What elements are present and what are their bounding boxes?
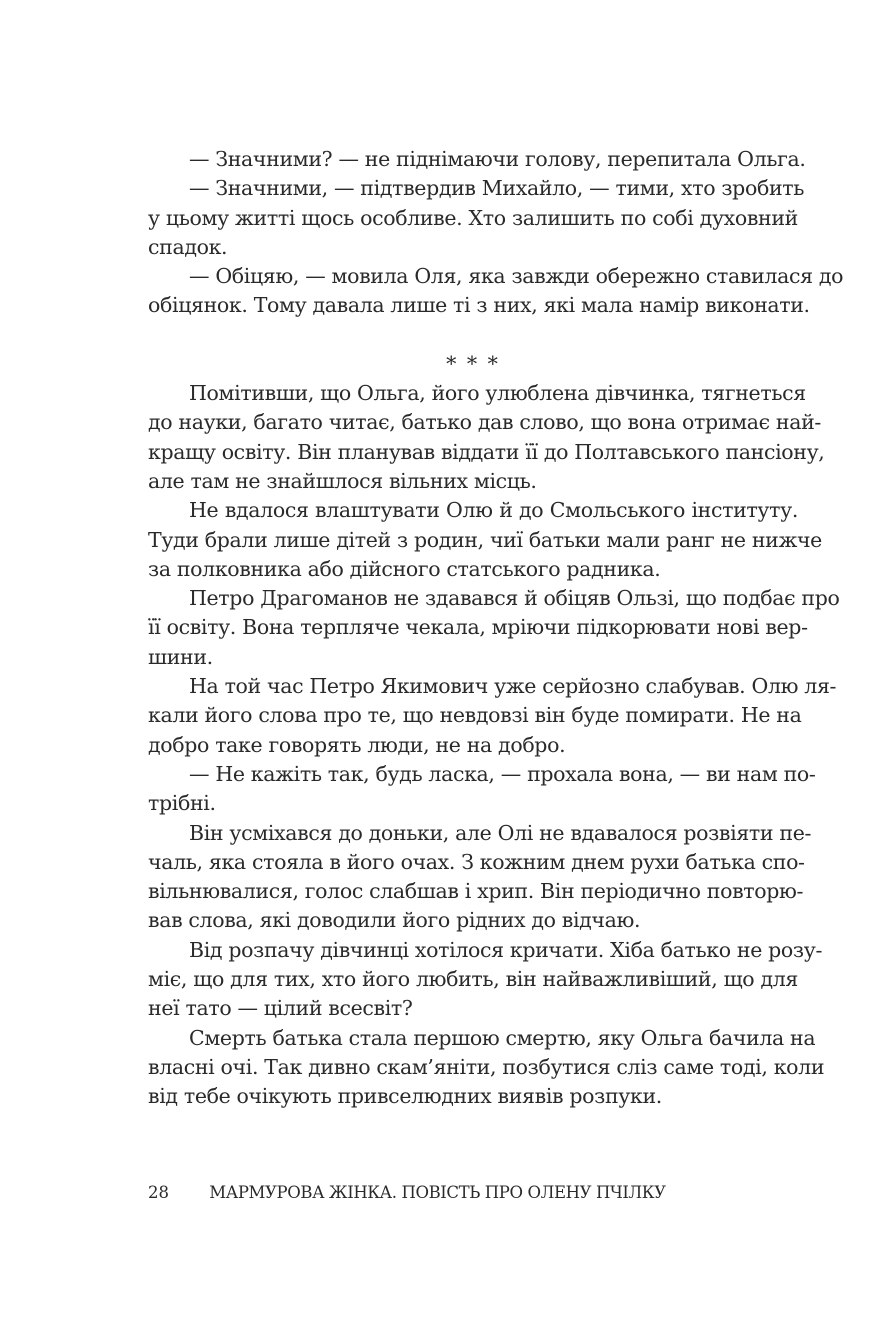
text-line: Смерть батька стала першою смертю, яку Ольга бачила на [189,1025,816,1050]
text-line: добро таке говорять люди, не на добро. [148,732,566,757]
paragraph [148,584,840,672]
text-line: але там не знайшлося вільних місць. [148,468,537,493]
text-line: обіцянок. Тому давала лише ті з них, які мала намір виконати. [148,293,810,318]
paragraph [148,379,825,496]
text-line: Він усміхався до доньки, але Олі не вдавалося розвіяти пе- [189,820,812,845]
paragraphs-before-separator [148,145,844,321]
text-line: вільнювалися, голос слабшав і хрип. Він періодично повторю- [148,879,804,904]
paragraph [148,672,837,760]
running-title: МАРМУРОВА ЖІНКА. ПОВІСТЬ ПРО ОЛЕНУ ПЧІЛКУ [209,1183,666,1202]
text-line: Петро Драгоманов не здавався й обіцяв Ользі, що подбає про [189,586,840,611]
paragraph [148,145,806,174]
text-line: На той час Петро Якимович уже серйозно слабував. Олю ля- [189,674,837,699]
text-line: — Значними, — підтвердив Михайло, — тими, хто зробить [189,176,805,201]
page-number: 28 [148,1183,169,1202]
text-line: кращу освіту. Він планував віддати її до Полтавського пансіону, [148,439,825,464]
page-body [148,145,844,1112]
paragraph [148,1024,825,1112]
paragraph [148,262,844,321]
text-line: кали його слова про те, що невдовзі він буде помирати. Не на [148,703,802,728]
text-line: шини. [148,644,213,669]
section-separator: * * * [446,351,500,376]
paragraph [148,819,812,936]
text-line: у цьому житті щось особливе. Хто залишить по собі духовний [148,205,798,230]
paragraph [148,936,823,1024]
text-line: — Значними? — не піднімаючи голову, перепитала Ольга. [189,147,806,171]
paragraph [148,760,816,819]
text-line: за полковника або дійсного статського радника. [148,556,661,581]
paragraphs-after-separator [148,379,840,1111]
text-line: власні очі. Так дивно скам’яніти, позбутися сліз саме тоді, коли [148,1054,825,1079]
text-line: вав слова, які доводили його рідних до відчаю. [148,908,641,933]
text-line: Туди брали лише дітей з родин, чиї батьки мали ранг не нижче [148,527,822,552]
page-footer [148,1182,666,1204]
text-line: Помітивши, що Ольга, його улюблена дівчинка, тягнеться [189,381,806,406]
text-line: міє, що для тих, хто його любить, він найважливіший, що для [148,967,798,992]
text-line: її освіту. Вона терпляче чекала, мріючи підкорювати нові вер- [148,615,808,640]
text-line: Від розпачу дівчинці хотілося кричати. Хіба батько не розу- [189,937,823,962]
paragraph [148,174,805,262]
paragraph [148,496,822,584]
text-line: Не вдалося влаштувати Олю й до Смольського інституту. [189,498,798,523]
text-line: неї тато — цілий всесвіт? [148,996,413,1021]
text-line: — Обіцяю, — мовила Оля, яка завжди обережно ставилася до [189,264,844,289]
text-line: чаль, яка стояла в його очах. З кожним днем рухи батька спо- [148,849,805,874]
text-line: спадок. [148,234,228,259]
text-line: від тебе очікують привселюдних виявів розпуки. [148,1084,662,1109]
text-line: трібні. [148,791,216,816]
text-line: до науки, багато читає, батько дав слово, що вона отримає най- [148,410,821,435]
text-line: — Не кажіть так, будь ласка, — прохала вона, — ви нам по- [189,761,816,786]
